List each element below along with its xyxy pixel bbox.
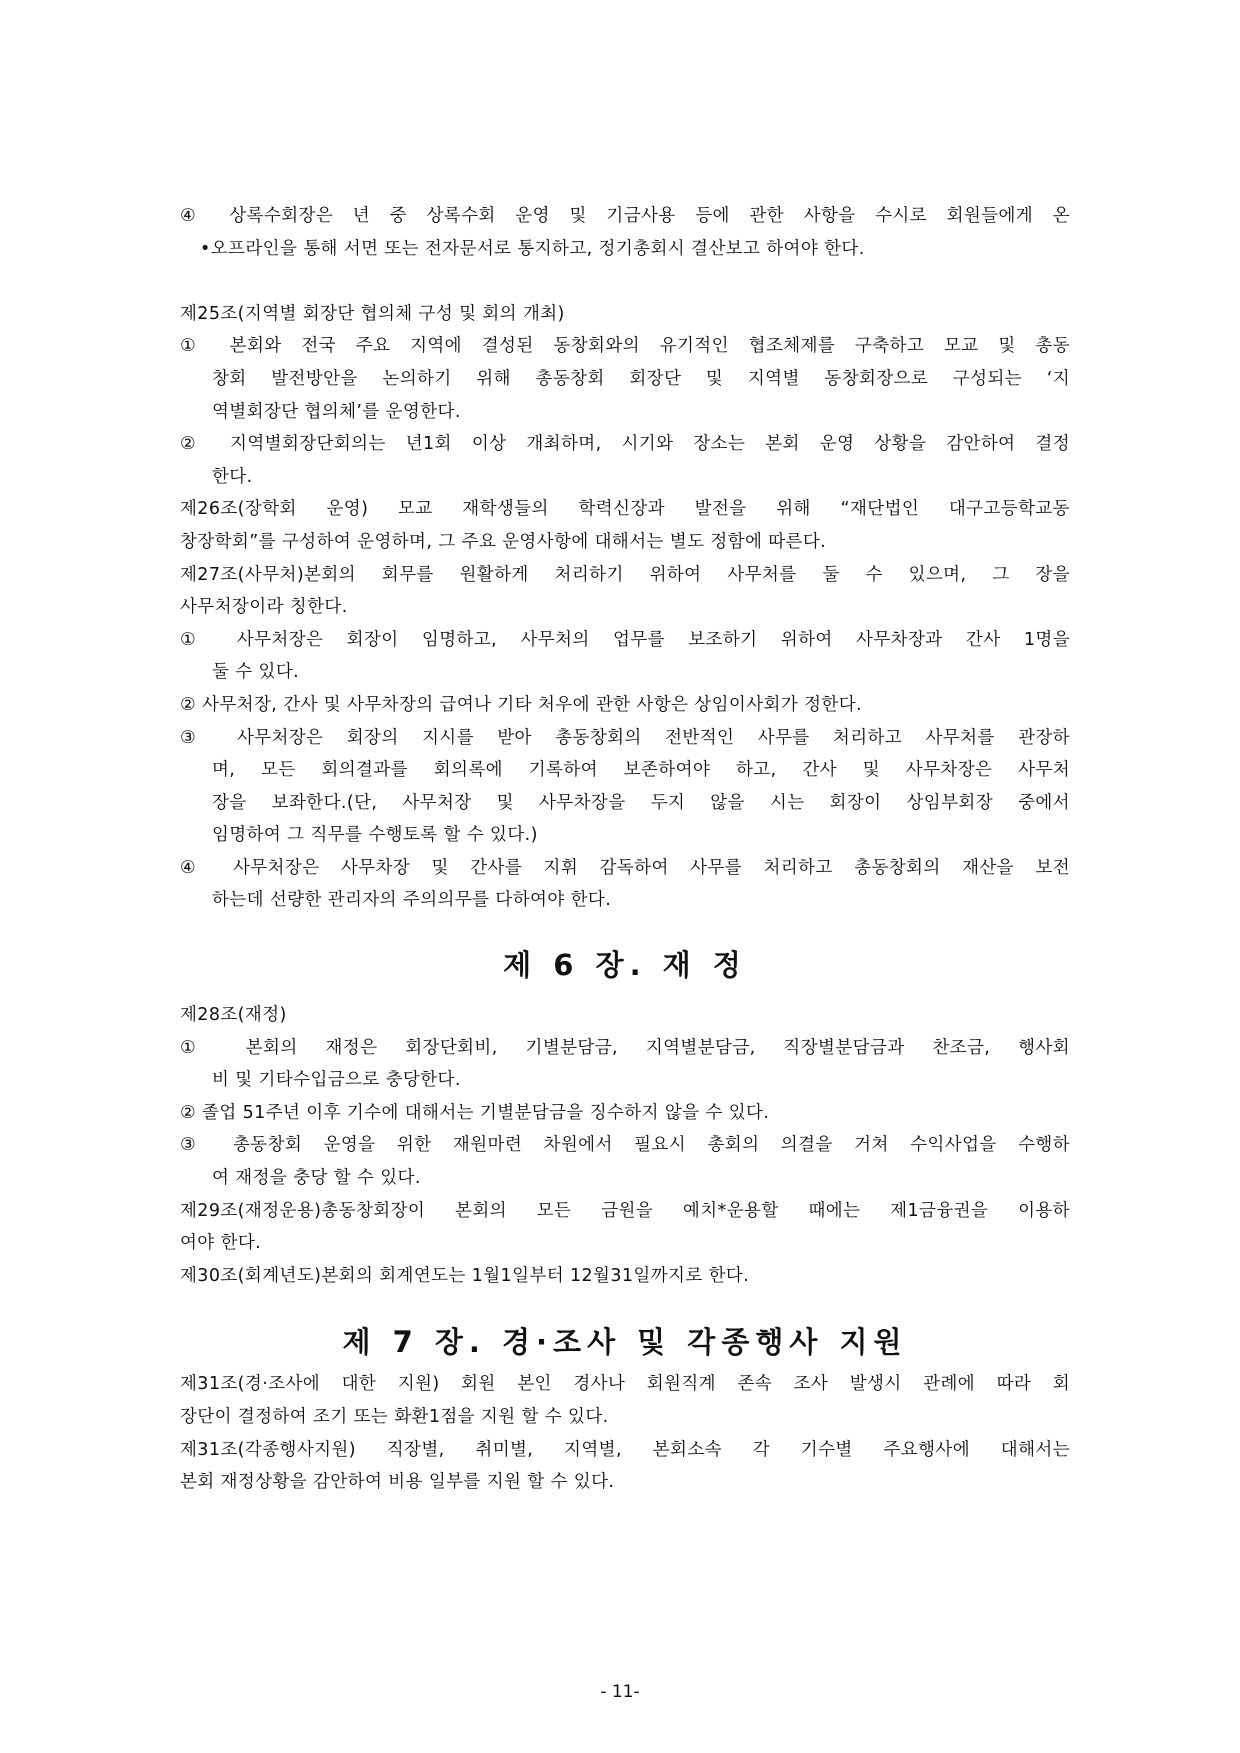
clause-line: ① 본회와 전국 주요 지역에 결성된 동창회와의 유기적인 협조체제를 구축하고 모교 및 총동 [180, 336, 1070, 357]
clause-line: ② 졸업 51주년 이후 기수에 대해서는 기별분담금을 징수하지 않을 수 있다. [180, 1102, 770, 1123]
article-line: 장단이 결정하여 조기 또는 화환1점을 지원 할 수 있다. [180, 1407, 609, 1427]
clause-line: 여 재정을 충당 할 수 있다. [212, 1168, 421, 1189]
article-line: 본회 재정상황을 감안하여 비용 일부를 지원 할 수 있다. [180, 1472, 615, 1493]
clause-line: ① 사무처장은 회장이 임명하고, 사무처의 업무를 보조하기 위하여 사무차장과 간사 1명을 [180, 629, 1070, 650]
clause-line: ② 사무처장, 간사 및 사무차장의 급여나 기타 처우에 관한 사항은 상임이사회가 정한다. [180, 694, 862, 715]
clause-line: ④ 사무처장은 사무차장 및 간사를 지휘 감독하여 사무를 처리하고 총동창회의 재산을 보전 [180, 857, 1070, 878]
clause-line: 한다. [212, 466, 253, 487]
clause-line: ③ 총동창회 운영을 위한 재원마련 차원에서 필요시 총회의 의결을 거쳐 수익사업을 수행하 [180, 1135, 1070, 1156]
article-line: 제26조(장학회 운영) 모교 재학생들의 학력신장과 발전을 위해 “재단법인 대구고등학교동 [180, 499, 1070, 520]
clause-line: 창회 발전방안을 논의하기 위해 총동창회 회장단 및 지역별 동창회장으로 구성되는 ‘지 [212, 368, 1070, 389]
article-line: 제30조(회계년도)본회의 회계연도는 1월1일부터 12월31일까지로 한다. [180, 1265, 750, 1286]
article-line: 사무처장이라 칭한다. [180, 597, 348, 618]
chapter-heading: 제 7 장. 경·조사 및 각종행사 지원 [342, 1325, 908, 1360]
clause-line: 역별회장단 협의체’를 운영한다. [212, 401, 461, 422]
clause-line: 둘 수 있다. [212, 662, 300, 683]
clause-line: 장을 보좌한다.(단, 사무처장 및 사무차장을 두지 않을 시는 회장이 상임부회장 중에서 [212, 792, 1070, 813]
clause-line: 하는데 선량한 관리자의 주의의무를 다하여야 한다. [212, 890, 612, 911]
article-line: 여야 한다. [180, 1233, 262, 1254]
clause-line: ① 본회의 재정은 회장단회비, 기별분담금, 지역별분담금, 직장별분담금과 찬조금, 행사회 [180, 1037, 1070, 1058]
article-line: 제27조(사무처)본회의 회무를 원활하게 처리하기 위하여 사무처를 둘 수 있으며, 그 장을 [180, 564, 1070, 585]
clause-line: ④ 상록수회장은 년 중 상록수회 운영 및 기금사용 등에 관한 사항을 수시로 회원들에게 온 [180, 206, 1070, 226]
clause-line: 임명하여 그 직무를 수행토록 할 수 있다.) [212, 825, 538, 846]
article-title: 제25조(지역별 회장단 협의체 구성 및 회의 개최) [180, 303, 565, 324]
chapter-heading: 제 6 장. 재 정 [503, 948, 747, 983]
clause-line: •오프라인을 통해 서면 또는 전자문서로 통지하고, 정기총회시 결산보고 하여야 한다. [200, 238, 865, 259]
clause-line: ② 지역별회장단회의는 년1회 이상 개최하며, 시기와 장소는 본회 운영 상황을 감안하여 결정 [180, 434, 1070, 455]
article-title: 제28조(재정) [180, 1005, 287, 1026]
article-line: 창장학회”를 구성하여 운영하며, 그 주요 운영사항에 대해서는 별도 정함에 따른다. [180, 531, 827, 552]
article-line: 제29조(재정운용)총동창회장이 본회의 모든 금원을 예치*운용할 때에는 제1금융권을 이용하 [180, 1200, 1070, 1221]
clause-line: 며, 모든 회의결과를 회의록에 기록하여 보존하여야 하고, 간사 및 사무차장은 사무처 [212, 760, 1070, 781]
clause-line: 비 및 기타수입금으로 충당한다. [212, 1070, 461, 1091]
article-line: 제31조(경·조사에 대한 지원) 회원 본인 경사나 회원직계 존속 조사 발생시 관례에 따라 회 [180, 1374, 1070, 1395]
clause-line: ③ 사무처장은 회장의 지시를 받아 총동창회의 전반적인 사무를 처리하고 사무처를 관장하 [180, 727, 1070, 748]
document-body [180, 200, 1070, 1499]
page-number: - 11- [600, 1682, 640, 1702]
article-line: 제31조(각종행사지원) 직장별, 취미별, 지역별, 본회소속 각 기수별 주요행사에 대해서는 [180, 1439, 1070, 1460]
